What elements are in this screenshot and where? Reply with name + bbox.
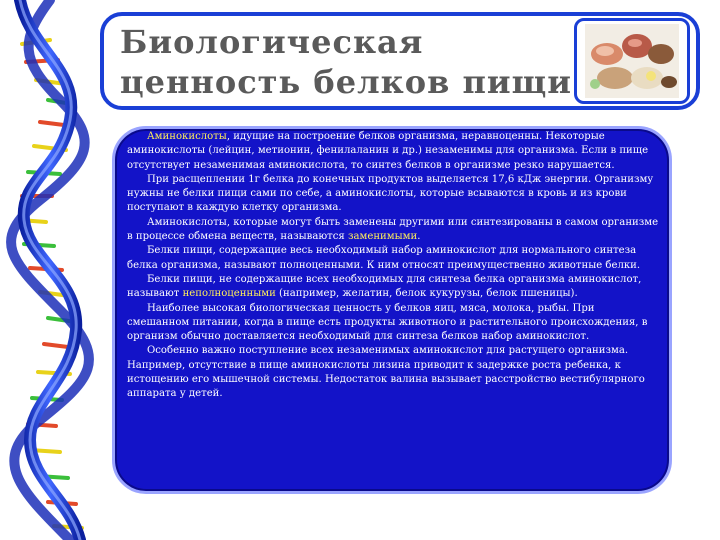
paragraph: Белки пищи, содержащие весь необходимый набор аминокислот для нормального синтеза белка организма, называют полноценными. К ним относят преимущественно животные белки. bbox=[127, 245, 641, 271]
term-incomplete: неполноценными bbox=[182, 288, 276, 300]
paragraph: Аминокислоты, идущие на построение белков организма, неравноценны. Некоторые аминокислоты (лейцин, метионин, фенилаланин и др.) незаменимы для организма. Если в пище отсутствует незаменимая аминокислота, то синтез белков в организме резко нарушается. bbox=[127, 131, 649, 171]
paragraph: Наиболее высокая биологическая ценность у белков яиц, мяса, молока, рыбы. При смешанном питании, когда в пище есть продукты животного и растительного происхождения, в организм обычно доставляется необходимый для синтеза белков набор аминокислот. bbox=[127, 302, 648, 343]
dna-helix-image bbox=[0, 0, 110, 540]
title-line-2: ценность белков пищи bbox=[120, 63, 572, 101]
paragraph: Особенно важно поступление всех незаменимых аминокислот для растущего организма. Например, отсутствие в пище аминокислоты лизина приводит к задержке роста ребенка, к истощению его мышечной системы. Недостаток валина вызывает расстройство вестибулярного аппарата у детей. bbox=[127, 345, 645, 400]
food-photo-icon bbox=[585, 24, 679, 98]
title-line-1: Биологическая bbox=[120, 23, 424, 61]
paragraph: Аминокислоты, которые могут быть заменены другими или синтезированы в самом организме в процессе обмена веществ, называются заменимыми. bbox=[127, 216, 659, 243]
term-replaceable: заменимыми bbox=[347, 231, 418, 243]
paragraph: При расщеплении 1г белка до конечных продуктов выделяется 17,6 кДж энергии. Организму нужны не белки пищи сами по себе, а аминокислоты, которые всываются в кровь и из крови поступают в каждую клетку организма. bbox=[127, 173, 654, 214]
paragraph: Белки пищи, не содержащие всех необходимых для синтеза белка организма аминокислот, называют неполноценными (например, желатин, белок кукурузы, белок пшеницы). bbox=[127, 273, 642, 300]
slide-title bbox=[120, 22, 572, 102]
content-text bbox=[127, 130, 659, 402]
term-amino-acids: Аминокислоты bbox=[147, 131, 227, 142]
